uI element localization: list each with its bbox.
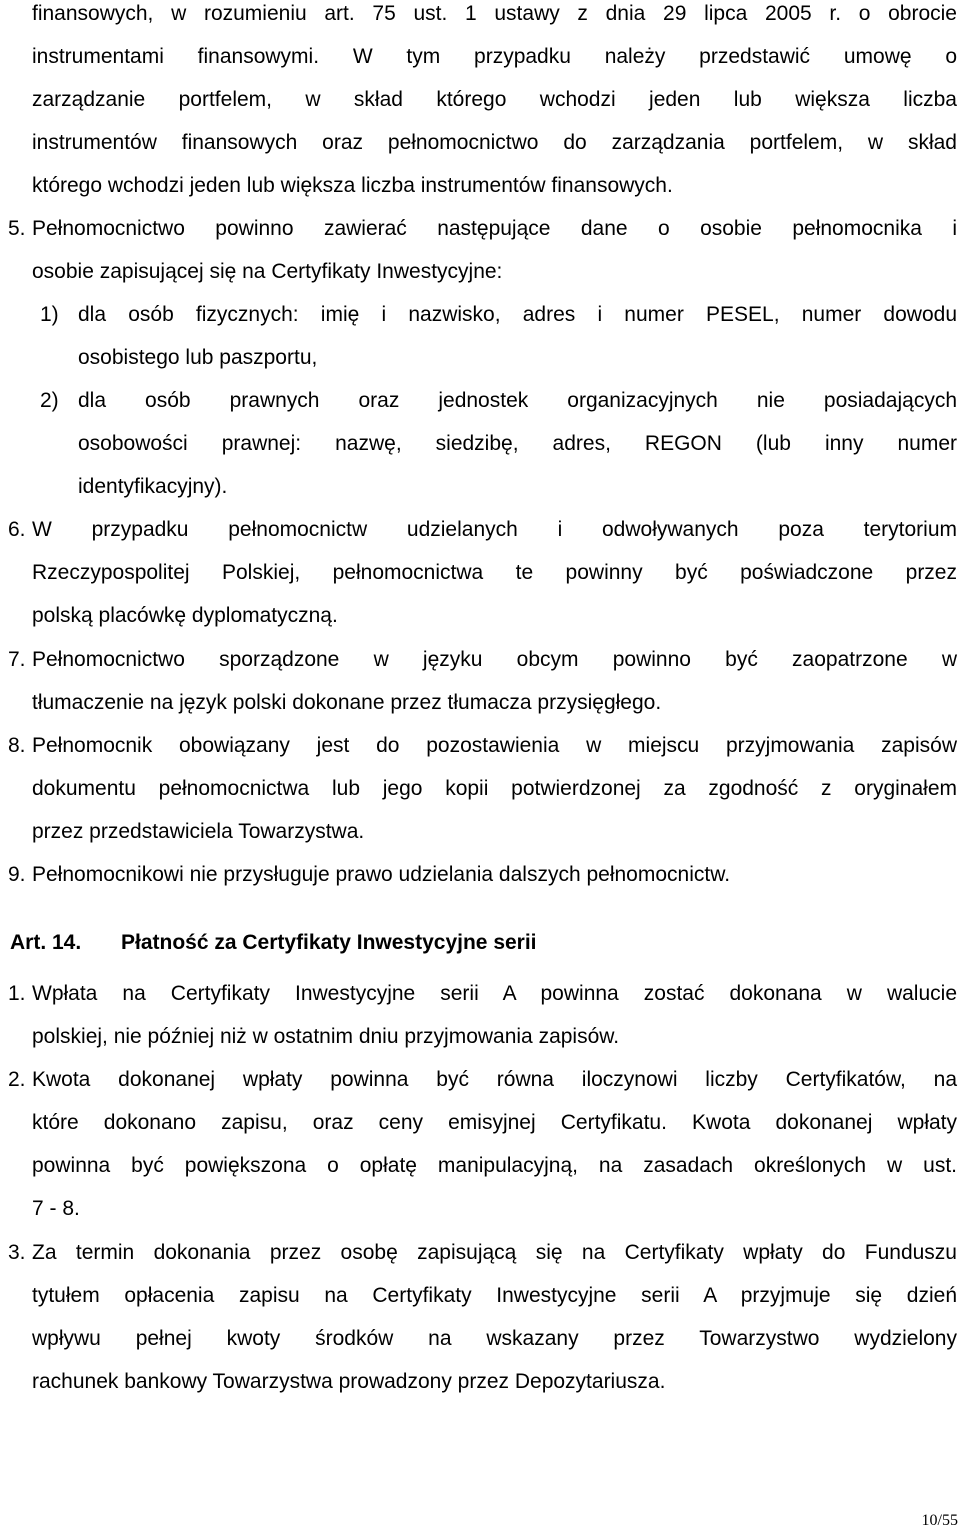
- text-line: Wpłata na Certyfikaty Inwestycyjne serii A powinna zostać dokonana w walucie: [32, 982, 957, 1005]
- text-line: 7 - 8.: [32, 1197, 80, 1220]
- text-line: powinna być powiększona o opłatę manipulacyjną, na zasadach określonych w ust.: [32, 1154, 957, 1177]
- text-line: Rzeczypospolitej Polskiej, pełnomocnictwa te powinny być poświadczone przez: [32, 561, 957, 584]
- text-line: dokumentu pełnomocnictwa lub jego kopii potwierdzonej za zgodność z oryginałem: [32, 777, 957, 800]
- text-line: instrumentami finansowymi. W tym przypadku należy przedstawić umowę o: [32, 45, 957, 68]
- text-line: instrumentów finansowych oraz pełnomocnictwo do zarządzania portfelem, w skład: [32, 131, 957, 154]
- article-label: Art. 14.: [10, 931, 82, 954]
- text-line: Pełnomocnictwo sporządzone w języku obcym powinno być zaopatrzone w: [32, 648, 957, 671]
- item-number: 6.: [8, 518, 26, 541]
- text-line: dla osób fizycznych: imię i nazwisko, adres i numer PESEL, numer dowodu: [78, 303, 957, 326]
- text-line: osobistego lub paszportu,: [78, 346, 318, 369]
- item-number: 1.: [8, 982, 26, 1005]
- subitem-number: 1): [40, 303, 59, 326]
- text-line: W przypadku pełnomocnictw udzielanych i odwoływanych poza terytorium: [32, 518, 957, 541]
- text-line: polskiej, nie później niż w ostatnim dniu przyjmowania zapisów.: [32, 1025, 620, 1048]
- text-line: finansowych, w rozumieniu art. 75 ust. 1 ustawy z dnia 29 lipca 2005 r. o obrocie: [32, 2, 957, 25]
- text-line: Pełnomocnictwo powinno zawierać następujące dane o osobie pełnomocnika i: [32, 217, 957, 240]
- subitem-number: 2): [40, 389, 59, 412]
- item-number: 7.: [8, 648, 26, 671]
- text-line: Kwota dokonanej wpłaty powinna być równa iloczynowi liczby Certyfikatów, na: [32, 1068, 957, 1091]
- item-number: 8.: [8, 734, 26, 757]
- text-line: które dokonano zapisu, oraz ceny emisyjnej Certyfikatu. Kwota dokonanej wpłaty: [32, 1111, 957, 1134]
- text-line: tłumaczenie na język polski dokonane przez tłumacza przysięgłego.: [32, 691, 662, 714]
- page-number: 10/55: [921, 1512, 958, 1529]
- text-line: przez przedstawiciela Towarzystwa.: [32, 820, 365, 843]
- text-line: Pełnomocnik obowiązany jest do pozostawienia w miejscu przyjmowania zapisów: [32, 734, 957, 757]
- text-line: wpływu pełnej kwoty środków na wskazany przez Towarzystwo wydzielony: [32, 1327, 957, 1350]
- text-line: rachunek bankowy Towarzystwa prowadzony przez Depozytariusza.: [32, 1370, 666, 1393]
- text-line: Za termin dokonania przez osobę zapisującą się na Certyfikaty wpłaty do Funduszu: [32, 1241, 957, 1264]
- text-line: osobowości prawnej: nazwę, siedzibę, adres, REGON (lub inny numer: [78, 432, 957, 455]
- text-line: Pełnomocnikowi nie przysługuje prawo udzielania dalszych pełnomocnictw.: [32, 863, 731, 886]
- text-line: polską placówkę dyplomatyczną.: [32, 604, 338, 627]
- item-number: 2.: [8, 1068, 26, 1091]
- text-line: tytułem opłacenia zapisu na Certyfikaty Inwestycyjne serii A przyjmuje się dzień: [32, 1284, 957, 1307]
- text-line: zarządzanie portfelem, w skład którego wchodzi jeden lub większa liczba: [32, 88, 957, 111]
- text-line: osobie zapisującej się na Certyfikaty Inwestycyjne:: [32, 260, 503, 283]
- text-line: dla osób prawnych oraz jednostek organizacyjnych nie posiadających: [78, 389, 957, 412]
- item-number: 3.: [8, 1241, 26, 1264]
- text-line: którego wchodzi jeden lub większa liczba instrumentów finansowych.: [32, 174, 673, 197]
- article-title: Płatność za Certyfikaty Inwestycyjne serii: [121, 931, 537, 954]
- item-number: 5.: [8, 217, 26, 240]
- text-line: identyfikacyjny).: [78, 475, 228, 498]
- item-number: 9.: [8, 863, 26, 886]
